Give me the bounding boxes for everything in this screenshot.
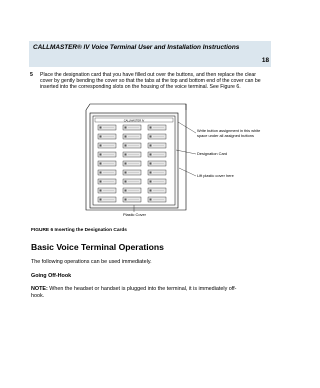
button-lamp-icon [150,154,152,156]
note-text: When the headset or handset is plugged into the terminal, it is immediately off-hook. [31,286,237,299]
button-lamp-icon [150,127,152,129]
button-lamp-icon [150,145,152,147]
page-number: 18 [261,57,269,64]
button-lamp-icon [125,163,127,165]
button-lamp-icon [125,154,127,156]
button-grid [98,125,166,202]
button-lamp-icon [150,172,152,174]
note-label: NOTE: [31,286,48,292]
button-lamp-icon [150,163,152,165]
button-lamp-icon [100,154,102,156]
button-lamp-icon [125,127,127,129]
button-lamp-icon [125,199,127,201]
page-header-title: CALLMASTER® IV Voice Terminal User and Installation Instructions [33,44,240,51]
button-lamp-icon [150,190,152,192]
button-lamp-icon [150,199,152,201]
button-lamp-icon [100,190,102,192]
step-text: Place the designation card that you have filled out over the buttons, and then replace the clear cover by gently bending the cover so that the tabs at the top and bottom end of the cover can be inserted into the corresponding slots on the housing of the voice terminal. See Figure 6. [40,72,261,91]
button-lamp-icon [100,163,102,165]
button-lamp-icon [100,136,102,138]
callout-plastic-cover: Plastic Cover [123,212,146,217]
button-lamp-icon [100,199,102,201]
button-lamp-icon [150,136,152,138]
section-intro: The following operations can be used immediately. [31,259,152,265]
leader-write [178,122,196,133]
card-brand-label: CALLMASTER IV [123,119,145,123]
button-lamp-icon [100,145,102,147]
button-lamp-icon [125,190,127,192]
step-number: 5 [30,72,33,78]
button-lamp-icon [100,172,102,174]
button-lamp-icon [125,136,127,138]
section-heading: Basic Voice Terminal Operations [31,242,164,252]
button-lamp-icon [125,145,127,147]
button-lamp-icon [150,181,152,183]
button-lamp-icon [100,181,102,183]
callout-lift-cover: Lift plastic cover here [197,173,234,178]
callout-write-assignment: Write button assignment in this white space under all assigned buttons [197,128,261,138]
button-lamp-icon [125,181,127,183]
callout-designation-card: Designation Card [197,151,228,156]
leader-lift [179,168,196,176]
note-paragraph [31,286,241,299]
subheading-off-hook: Going Off-Hook [31,273,72,279]
button-lamp-icon [100,127,102,129]
button-lamp-icon [125,172,127,174]
figure-caption: FIGURE 6 Inserting the Designation Cards [31,228,127,233]
